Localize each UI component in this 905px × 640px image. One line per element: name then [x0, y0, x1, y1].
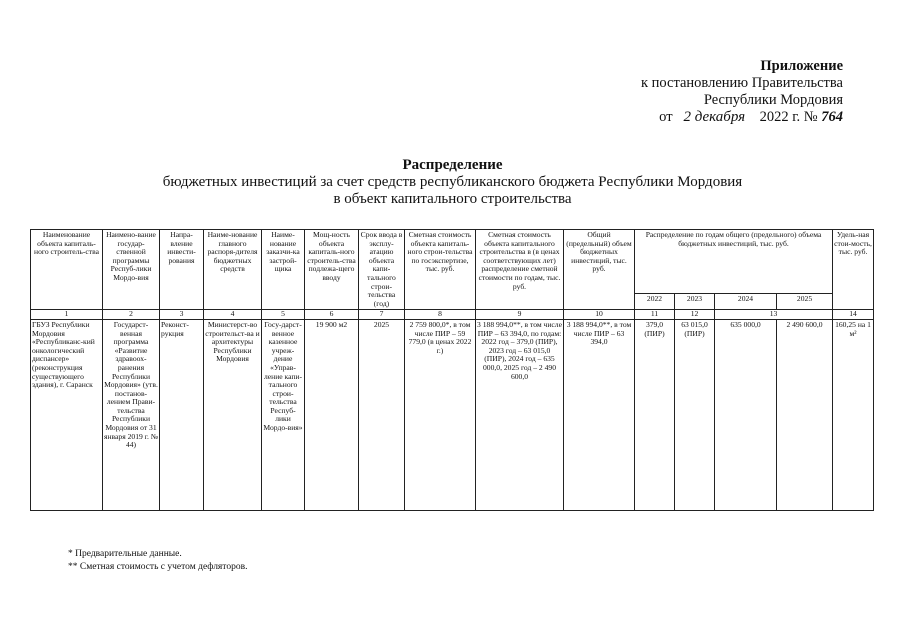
footnotes [68, 548, 247, 574]
table-row [31, 319, 874, 510]
program-cell: Государст-венная программа «Развитие здравоох-ранения Республики Мордовия» (утв. постанов-лением Прави-тельства Республики Мордовия от 31 января 2019 г. № 44) [103, 319, 160, 510]
header-cell: Сметная стоимость объекта капиталь-ного строи-тельства по госэкспертизе, тыс. руб. [405, 230, 476, 310]
title-line2: бюджетных инвестиций за счет средств республиканского бюджета Республики Мордовия [162, 174, 743, 190]
year-2024-cell: 635 000,0 [715, 319, 777, 510]
column-number: 7 [359, 310, 405, 320]
year-2023-cell: 63 015,0 (ПИР) [675, 319, 715, 510]
year-2025-cell: 2 490 600,0 [777, 319, 833, 510]
header-cell: Наиме-нование заказчи-ка застрой-щика [262, 230, 305, 310]
column-number: 12 [675, 310, 715, 320]
header-cell: Срок ввода в эксплу-атацию объекта капи-тального строи-тельства (год) [359, 230, 405, 310]
capacity-cell: 19 900 м2 [305, 319, 359, 510]
column-number: 9 [476, 310, 564, 320]
year-cell: 2022 [635, 294, 675, 310]
appendix-date-line [641, 109, 843, 126]
header-cell: Наименование объекта капиталь-ного строитель-ства [31, 230, 103, 310]
decree-number: 764 [821, 109, 843, 125]
column-number: 14 [833, 310, 874, 320]
year-2022-cell: 379,0 (ПИР) [635, 319, 675, 510]
cost-distribution-cell: 3 188 994,0**, в том числе ПИР – 63 394,0, по годам: 2022 год – 379,0 (ПИР), 2023 год – 63 015,0 (ПИР), 2024 год – 635 000,0, 2025 год – 2 490 600,0 [476, 319, 564, 510]
header-cell: Сметная стоимость объекта капитального строительства в (в ценах соответствующих лет) распределение сметной стоимости по годам, тыс. руб. [476, 230, 564, 310]
title-line3: в объект капитального строительства [333, 191, 572, 207]
year-text: 2022 г. № [759, 109, 818, 125]
customer-cell: Госу-дарст-венное казенное учреж-дение «Управ-ление капи-тального строи-тельства Респуб-лики Мордо-вия» [262, 319, 305, 510]
appendix-block [641, 58, 843, 126]
header-cell: Общий (предельный) объем бюджетных инвестиций, тыс. руб. [564, 230, 635, 310]
column-number: 11 [635, 310, 675, 320]
header-cell: Наиме-нование главного распоря-дителя бюджетных средств [204, 230, 262, 310]
header-cell: Напра-вление инвести-рования [160, 230, 204, 310]
header-row [31, 230, 874, 294]
column-number: 3 [160, 310, 204, 320]
date-value: 2 декабря [683, 109, 746, 125]
column-number: 2 [103, 310, 160, 320]
document-title [0, 157, 905, 208]
unit-cost-cell: 160,25 на 1 м² [833, 319, 874, 510]
object-name-cell: ГБУЗ Республики Мордовия «Республиканс-кий онкологический диспансер» (реконструкция существующего здания), г. Саранск [31, 319, 103, 510]
footnote: ** Сметная стоимость с учетом дефляторов. [68, 562, 248, 572]
header-cell: Удель-ная стои-мость, тыс. руб. [833, 230, 874, 310]
commissioning-year-cell: 2025 [359, 319, 405, 510]
title-line1: Распределение [402, 157, 503, 173]
header-cell: Мощ-ность объекта капиталь-ного строитель-ства подлежа-щего вводу [305, 230, 359, 310]
investment-table [30, 229, 874, 511]
header-cell-distribution: Распределение по годам общего (предельного) объема бюджетных инвестиций, тыс. руб. [635, 230, 833, 294]
estimated-cost-cell: 2 759 800,0*, в том числе ПИР – 59 779,0 (в ценах 2022 г.) [405, 319, 476, 510]
administrator-cell: Министерст-во строительст-ва и архитектуры Республики Мордовия [204, 319, 262, 510]
column-number: 5 [262, 310, 305, 320]
column-number: 10 [564, 310, 635, 320]
direction-cell: Реконст-рукция [160, 319, 204, 510]
total-investment-cell: 3 188 994,0**, в том числе ПИР – 63 394,0 [564, 319, 635, 510]
appendix-line1: к постановлению Правительства [641, 75, 843, 91]
column-number-row [31, 310, 874, 320]
year-cell: 2023 [675, 294, 715, 310]
column-number: 6 [305, 310, 359, 320]
column-number: 8 [405, 310, 476, 320]
year-cell: 2025 [777, 294, 833, 310]
year-cell: 2024 [715, 294, 777, 310]
appendix-line2: Республики Мордовия [703, 92, 843, 108]
column-number: 4 [204, 310, 262, 320]
appendix-title: Приложение [760, 58, 843, 74]
header-cell: Наимено-вание государ-ственной программы Респуб-лики Мордо-вия [103, 230, 160, 310]
column-number: 1 [31, 310, 103, 320]
date-prefix: от [659, 109, 673, 125]
column-number: 13 [715, 310, 833, 320]
footnote: * Предварительные данные. [68, 549, 182, 559]
